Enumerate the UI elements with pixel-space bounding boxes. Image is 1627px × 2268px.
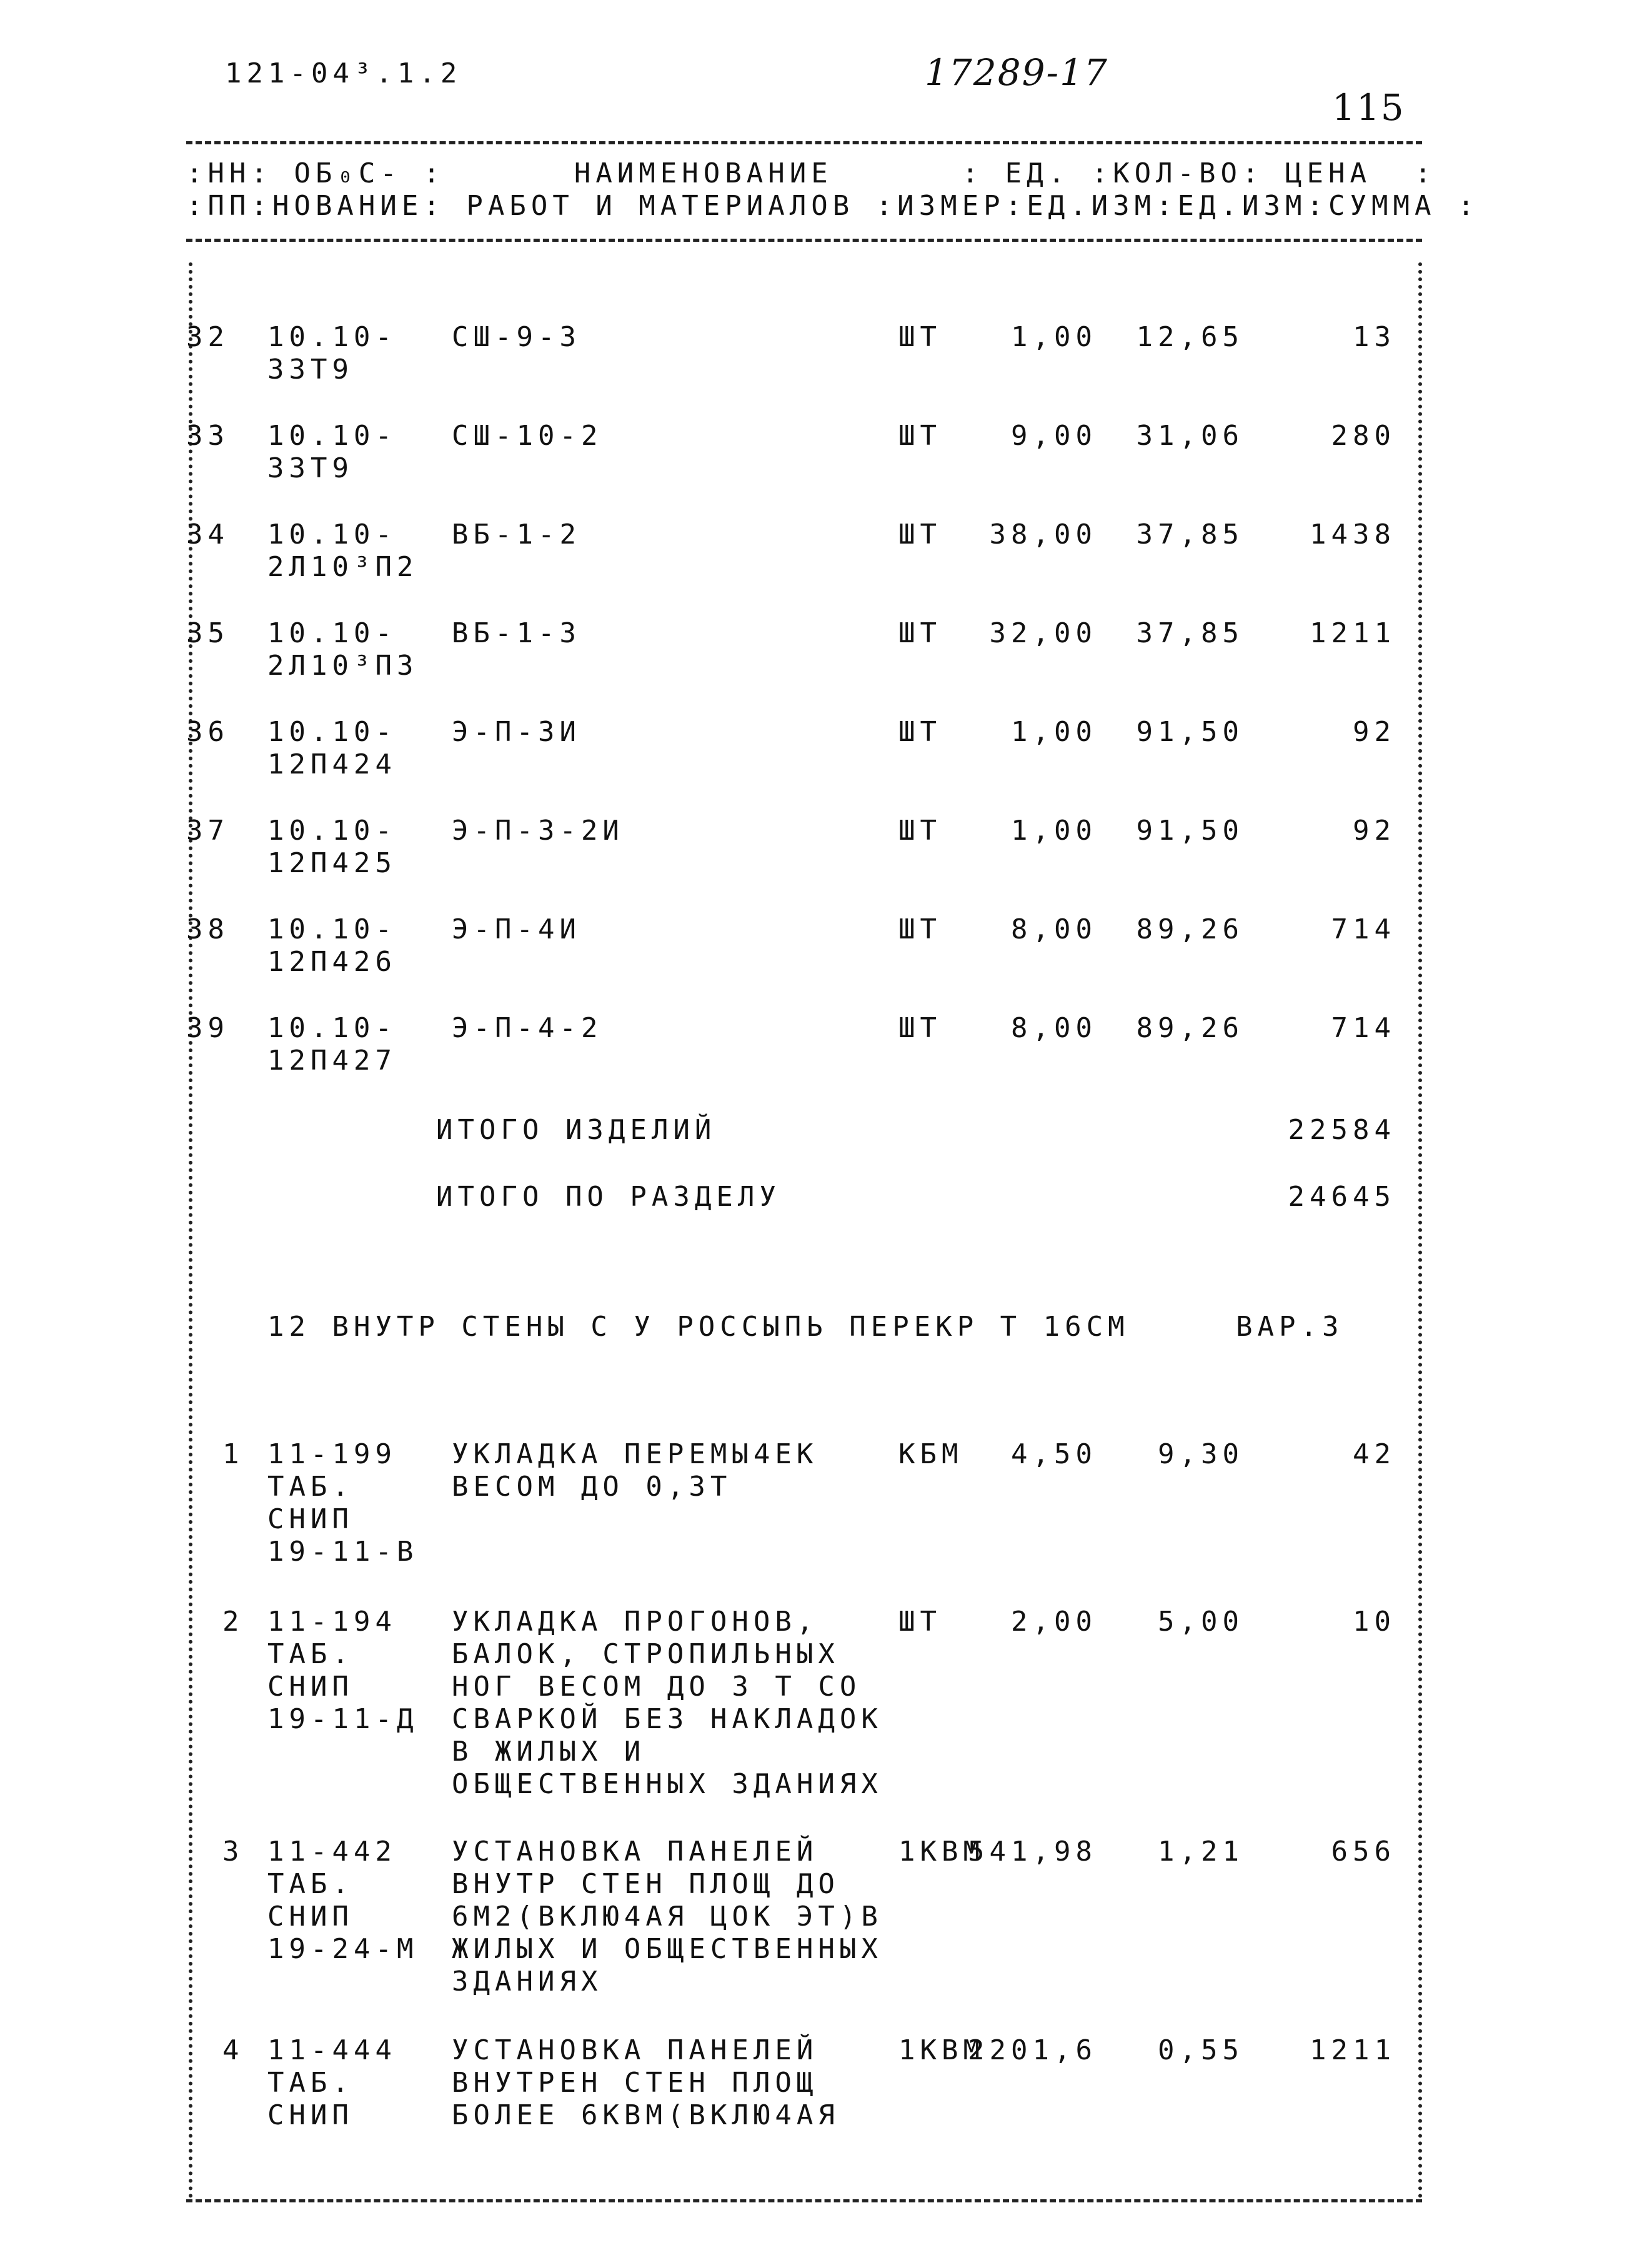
- row-sum: 92: [1353, 815, 1396, 847]
- row-code-line: 19-11-Д: [267, 1703, 419, 1735]
- right-border: [1418, 262, 1422, 2199]
- row-quantity: 38,00: [989, 519, 1097, 550]
- document-code: 121-04³.1.2: [225, 57, 462, 89]
- row-number: 35: [186, 617, 229, 649]
- row-unit: ШТ: [898, 420, 942, 452]
- section-variant: ВАР.3: [1236, 1311, 1344, 1343]
- row-code-line: 11-199: [267, 1438, 397, 1470]
- row-code-line: 2Л10³П2: [267, 551, 419, 583]
- row-code-line: 10.10-: [267, 321, 397, 353]
- row-code-line: 33Т9: [267, 452, 354, 484]
- row-name-line: УСТАНОВКА ПАНЕЛЕЙ: [452, 1836, 818, 1868]
- row-unit: 1КВМ: [898, 2034, 985, 2066]
- total-items-value: 22584: [1288, 1114, 1396, 1146]
- row-unit: ШТ: [898, 519, 942, 550]
- row-quantity: 541,98: [968, 1836, 1097, 1868]
- row-quantity: 1,00: [1011, 815, 1097, 847]
- bottom-rule: [186, 2199, 1422, 2202]
- row-code-line: СНИП: [267, 1671, 354, 1703]
- row-quantity: 32,00: [989, 617, 1097, 649]
- row-sum: 714: [1331, 1012, 1396, 1044]
- row-code-line: СНИП: [267, 1901, 354, 1932]
- row-unit: ШТ: [898, 913, 942, 945]
- row-name-line: СШ-10-2: [452, 420, 603, 452]
- row-code-line: СНИП: [267, 1503, 354, 1535]
- row-price: 37,85: [1136, 519, 1244, 550]
- row-number: 34: [186, 519, 229, 550]
- row-price: 1,21: [1158, 1836, 1244, 1868]
- row-sum: 1438: [1310, 519, 1396, 550]
- section-title: 12 ВНУТР СТЕНЫ С У РОССЫПЬ ПЕРЕКР Т 16СМ: [267, 1311, 1130, 1343]
- left-border: [189, 262, 192, 2199]
- row-name-line: ЖИЛЫХ И ОБЩЕСТВЕННЫХ: [452, 1933, 883, 1965]
- row-quantity: 8,00: [1011, 913, 1097, 945]
- header-rule: [186, 239, 1422, 242]
- row-price: 91,50: [1136, 716, 1244, 748]
- row-sum: 1211: [1310, 617, 1396, 649]
- row-code-line: 19-24-М: [267, 1933, 419, 1965]
- row-code-line: ТАБ.: [267, 1638, 354, 1670]
- row-number: 32: [186, 321, 229, 353]
- row-name-line: СВАРКОЙ БЕЗ НАКЛАДОК: [452, 1703, 883, 1735]
- row-name-line: 6М2(ВКЛЮ4АЯ ЦОК ЭТ)В: [452, 1901, 883, 1932]
- row-code-line: 10.10-: [267, 519, 397, 550]
- row-code-line: ТАБ.: [267, 1868, 354, 1900]
- row-name-line: В ЖИЛЫХ И: [452, 1736, 646, 1768]
- row-name-line: ВБ-1-2: [452, 519, 581, 550]
- row-sum: 92: [1353, 716, 1396, 748]
- row-sum: 1211: [1310, 2034, 1396, 2066]
- row-quantity: 9,00: [1011, 420, 1097, 452]
- row-name-line: ВЕСОМ ДО 0,3Т: [452, 1471, 732, 1503]
- row-name-line: ВБ-1-3: [452, 617, 581, 649]
- row-price: 31,06: [1136, 420, 1244, 452]
- row-unit: 1КВМ: [898, 1836, 985, 1868]
- row-code-line: 11-442: [267, 1836, 397, 1868]
- row-code-line: 11-194: [267, 1606, 397, 1638]
- row-code-line: 12П426: [267, 946, 397, 978]
- row-name-line: Э-П-4И: [452, 913, 581, 945]
- row-code-line: ТАБ.: [267, 1471, 354, 1503]
- row-quantity: 2,00: [1011, 1606, 1097, 1638]
- total-section-label: ИТОГО ПО РАЗДЕЛУ: [436, 1181, 781, 1213]
- row-number: 1: [222, 1438, 244, 1470]
- row-code-line: 12П425: [267, 847, 397, 879]
- row-number: 4: [222, 2034, 244, 2066]
- row-name-line: Э-П-3И: [452, 716, 581, 748]
- row-quantity: 1,00: [1011, 321, 1097, 353]
- row-name-line: БАЛОК, СТРОПИЛЬНЫХ: [452, 1638, 840, 1670]
- row-unit: КБМ: [898, 1438, 963, 1470]
- row-code-line: СНИП: [267, 2099, 354, 2131]
- row-quantity: 1,00: [1011, 716, 1097, 748]
- row-code-line: 12П424: [267, 749, 397, 780]
- row-quantity: 8,00: [1011, 1012, 1097, 1044]
- row-price: 89,26: [1136, 1012, 1244, 1044]
- handwritten-number: 17289-17: [925, 51, 1108, 94]
- row-price: 89,26: [1136, 913, 1244, 945]
- row-code-line: 10.10-: [267, 716, 397, 748]
- row-name-line: УСТАНОВКА ПАНЕЛЕЙ: [452, 2034, 818, 2066]
- row-unit: ШТ: [898, 1012, 942, 1044]
- row-name-line: Э-П-3-2И: [452, 815, 624, 847]
- row-code-line: 11-444: [267, 2034, 397, 2066]
- row-sum: 280: [1331, 420, 1396, 452]
- row-code-line: 10.10-: [267, 913, 397, 945]
- row-code-line: 10.10-: [267, 420, 397, 452]
- row-price: 37,85: [1136, 617, 1244, 649]
- row-unit: ШТ: [898, 815, 942, 847]
- row-unit: ШТ: [898, 1606, 942, 1638]
- row-number: 3: [222, 1836, 244, 1868]
- row-price: 5,00: [1158, 1606, 1244, 1638]
- row-number: 38: [186, 913, 229, 945]
- row-sum: 656: [1331, 1836, 1396, 1868]
- row-code-line: 2Л10³П3: [267, 650, 419, 682]
- row-code-line: 10.10-: [267, 617, 397, 649]
- top-rule: [186, 141, 1422, 144]
- table-header-line-1: :НН: ОБ₀С- : НАИМЕНОВАНИЕ : ЕД. :КОЛ-ВО: ЦЕНА :: [186, 157, 1436, 189]
- row-name-line: БОЛЕЕ 6КВМ(ВКЛЮ4АЯ: [452, 2099, 840, 2131]
- page-number: 115: [1332, 86, 1405, 129]
- row-price: 12,65: [1136, 321, 1244, 353]
- total-items-label: ИТОГО ИЗДЕЛИЙ: [436, 1114, 717, 1146]
- row-unit: ШТ: [898, 617, 942, 649]
- row-name-line: ОБЩЕСТВЕННЫХ ЗДАНИЯХ: [452, 1768, 883, 1800]
- row-sum: 10: [1353, 1606, 1396, 1638]
- row-price: 0,55: [1158, 2034, 1244, 2066]
- row-name-line: Э-П-4-2: [452, 1012, 603, 1044]
- row-name-line: ВНУТРЕН СТЕН ПЛОЩ: [452, 2067, 818, 2099]
- row-sum: 42: [1353, 1438, 1396, 1470]
- row-name-line: НОГ ВЕСОМ ДО 3 Т СО: [452, 1671, 862, 1703]
- total-section-value: 24645: [1288, 1181, 1396, 1213]
- row-name-line: ЗДАНИЯХ: [452, 1966, 603, 1997]
- row-sum: 13: [1353, 321, 1396, 353]
- row-number: 39: [186, 1012, 229, 1044]
- row-unit: ШТ: [898, 716, 942, 748]
- row-price: 9,30: [1158, 1438, 1244, 1470]
- row-number: 36: [186, 716, 229, 748]
- row-name-line: СШ-9-3: [452, 321, 581, 353]
- row-code-line: 33Т9: [267, 354, 354, 385]
- row-unit: ШТ: [898, 321, 942, 353]
- row-code-line: ТАБ.: [267, 2067, 354, 2099]
- row-price: 91,50: [1136, 815, 1244, 847]
- row-code-line: 10.10-: [267, 1012, 397, 1044]
- row-name-line: УКЛАДКА ПРОГОНОВ,: [452, 1606, 818, 1638]
- row-code-line: 12П427: [267, 1045, 397, 1077]
- row-number: 33: [186, 420, 229, 452]
- row-name-line: ВНУТР СТЕН ПЛОЩ ДО: [452, 1868, 840, 1900]
- row-quantity: 4,50: [1011, 1438, 1097, 1470]
- row-number: 2: [222, 1606, 244, 1638]
- row-number: 37: [186, 815, 229, 847]
- row-sum: 714: [1331, 913, 1396, 945]
- table-header-line-2: :ПП:НОВАНИЕ: РАБОТ И МАТЕРИАЛОВ :ИЗМЕР:ЕД.ИЗМ:ЕД.ИЗМ:СУММА :: [186, 190, 1480, 222]
- row-name-line: УКЛАДКА ПЕРЕМЫ4ЕК: [452, 1438, 818, 1470]
- row-code-line: 10.10-: [267, 815, 397, 847]
- row-code-line: 19-11-В: [267, 1536, 419, 1568]
- row-quantity: 2201,6: [968, 2034, 1097, 2066]
